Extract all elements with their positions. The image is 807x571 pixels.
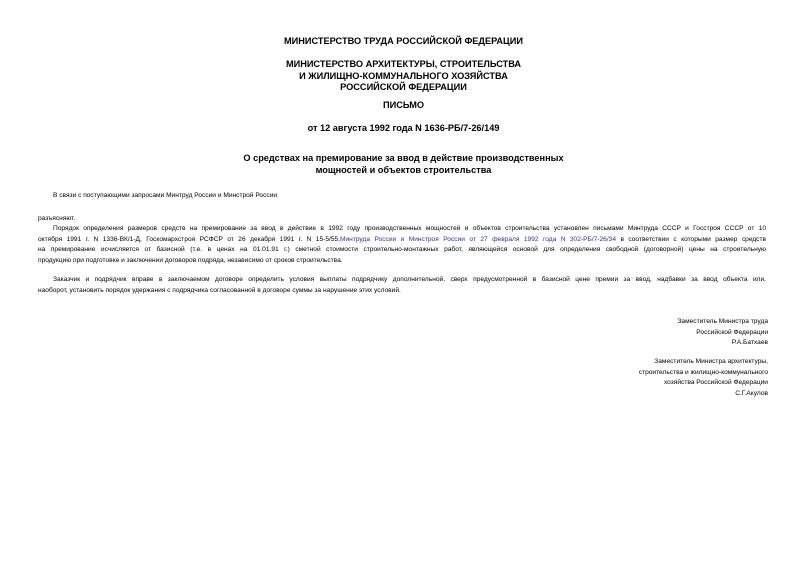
ministry-construction-line-1: МИНИСТЕРСТВО АРХИТЕКТУРЫ, СТРОИТЕЛЬСТВА: [285, 59, 522, 69]
paragraph-1-line-2-start: октября 1991 г. N 1336-ВК/1-Д, Госкомархстроя РСФСР от 26 декабря 1991 г. N 15-5/55,: [38, 235, 340, 243]
lead-text: разъясняют.: [38, 215, 76, 222]
signature-construction-name: С.Г.Акулов: [735, 389, 768, 397]
document-date-number: от 12 августа 1992 года N 1636-РБ/7-26/149: [307, 123, 500, 133]
signature-labor-country: Российской Федерации: [696, 328, 768, 336]
signature-construction-position-1: Заместитель Министра архитектуры,: [654, 358, 768, 365]
paragraph-1: [38, 224, 766, 267]
signature-labor-position: Заместитель Министра труда: [677, 318, 768, 325]
referenced-letter-link[interactable]: Минтруда России и Минстроя России от 27 февраля 1992 года N 302-РБ/7-26/34: [340, 235, 617, 243]
signature-construction-position-2: строительства и жилищно-коммунального: [638, 368, 768, 376]
ministry-construction-line-3: РОССИЙСКОЙ ФЕДЕРАЦИИ: [340, 82, 467, 92]
paragraph-1-line-3: на премирование исчисляется от базисной (т.е. в ценах на 01.01.91 г.) сметной стоимости строительно-монтажных работ, являющейся основой для определения свободной (договорной) цены на строительную: [38, 246, 766, 254]
paragraph-2-line-2: наоборот, установить порядок удержания с подрядчика согласованной в договоре суммы за нарушение этих условий.: [38, 286, 401, 294]
paragraph-2: [38, 275, 766, 296]
paragraph-1-line-2: [38, 235, 766, 246]
paragraph-2-line-1: Заказчик и подрядчик вправе в заключаемом договоре определить условия выплаты подрядчику дополнительной, сверх предусмотренной в базисной цене премии за ввод, надбавки за ввод объекта или,: [53, 276, 766, 283]
document-title: [0, 153, 807, 176]
signature-construction-position-3: хозяйства Российской Федерации: [663, 379, 768, 387]
document-type: ПИСЬМО: [382, 100, 425, 110]
intro-text: В связи с поступающими запросами Минтруд России и Минстрой России: [53, 192, 278, 199]
signature-labor-name: Р.А.Батхаев: [731, 339, 768, 347]
ministry-construction-heading: [0, 59, 807, 94]
document-title-line-2: мощностей и объектов строительства: [315, 164, 492, 175]
paragraph-1-line-1: Порядок определения размеров средств на премирование за ввод в действие в 1992 году производственных мощностей и объектов строительства установлен письмами Минтруда СССР и Госстроя СССР от 10: [53, 225, 766, 232]
paragraph-1-line-2-end: в соответствии с которыми размер средств: [616, 235, 767, 243]
paragraph-1-line-4: продукцию при подготовке и заключении договоров подряда, независимо от сроков строительства.: [38, 257, 343, 265]
ministry-labor-heading: МИНИСТЕРСТВО ТРУДА РОССИЙСКОЙ ФЕДЕРАЦИИ: [284, 36, 523, 46]
signature-block-labor: [677, 317, 768, 349]
document-title-line-1: О средствах на премирование за ввод в действие производственных: [243, 153, 564, 163]
signature-block-construction: [639, 357, 768, 399]
ministry-construction-line-2: И ЖИЛИЩНО-КОММУНАЛЬНОГО ХОЗЯЙСТВА: [299, 70, 508, 81]
